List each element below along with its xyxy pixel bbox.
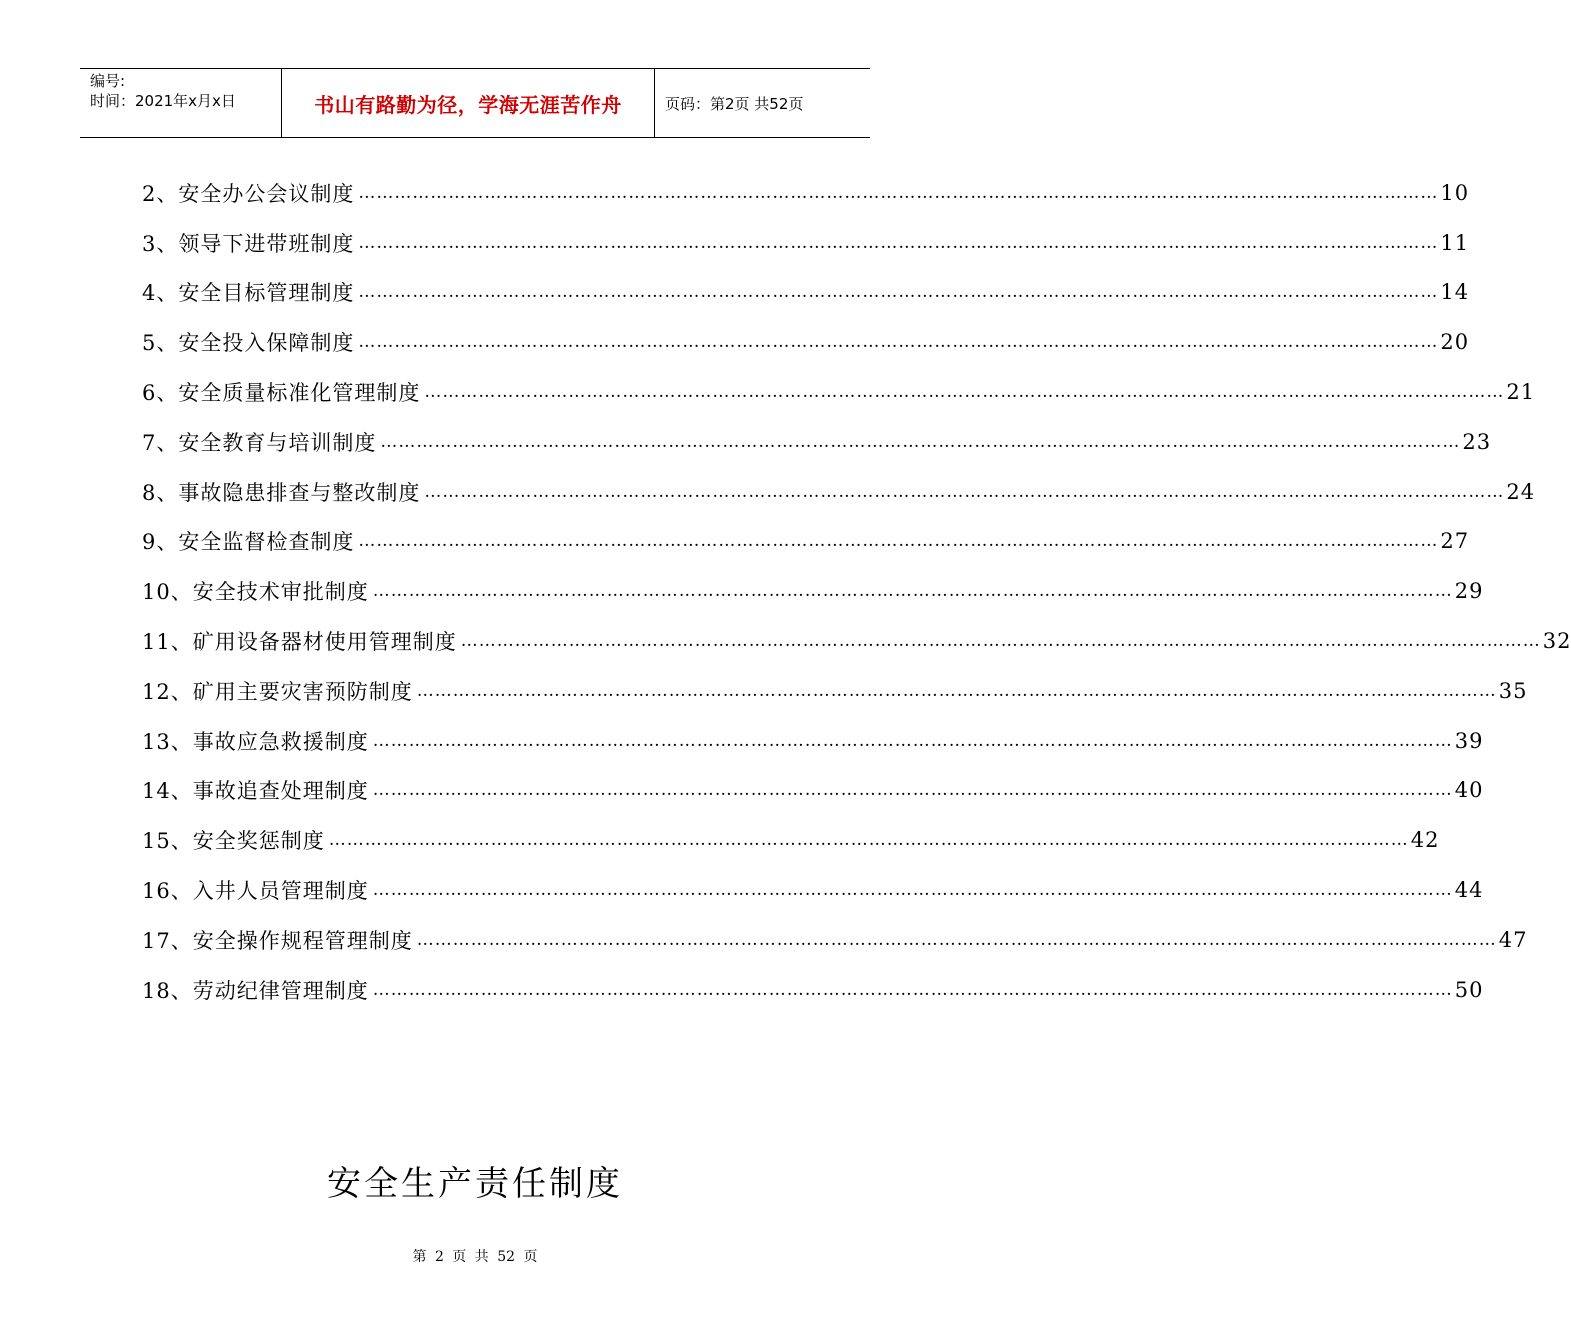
toc-entry-number: 7、	[142, 430, 179, 455]
toc-entry-title: 劳动纪律管理制度	[192, 978, 369, 1003]
toc-leader-dots: ………………………………………………………………………………………………………………………………………………………………	[380, 431, 1461, 452]
toc-leader-dots: ………………………………………………………………………………………………………………………………………………………………	[358, 531, 1439, 552]
toc-entry-title: 安全监督检查制度	[178, 530, 355, 555]
toc-entry-title: 安全办公会议制度	[178, 181, 355, 206]
toc-leader-dots: ………………………………………………………………………………………………………………………………………………………………	[372, 581, 1453, 602]
toc-entry-page: 23	[1462, 429, 1492, 454]
toc-entry-number: 6、	[142, 381, 179, 406]
header-motto: 书山有路勤为径，学海无涯苦作舟	[282, 69, 655, 137]
toc-leader-dots: ………………………………………………………………………………………………………………………………………………………………	[372, 780, 1453, 801]
toc-entry-title: 事故应急救援制度	[192, 729, 369, 754]
toc-entry-page: 40	[1454, 778, 1484, 803]
toc-entry-page: 24	[1506, 479, 1536, 504]
toc-entry-number: 2、	[142, 181, 179, 206]
toc-entry-number: 15、	[142, 829, 193, 854]
toc-leader-dots: ………………………………………………………………………………………………………………………………………………………………	[416, 929, 1497, 950]
toc-entry[interactable]	[142, 616, 1571, 666]
toc-entry[interactable]	[142, 766, 1484, 816]
toc-leader-dots: ………………………………………………………………………………………………………………………………………………………………	[372, 880, 1453, 901]
toc-entry[interactable]	[142, 716, 1484, 766]
toc-entry[interactable]	[142, 467, 1536, 517]
toc-entry[interactable]	[142, 865, 1484, 915]
toc-entry-number: 12、	[142, 679, 193, 704]
toc-entry-title: 安全技术审批制度	[192, 580, 369, 605]
toc-leader-dots: ………………………………………………………………………………………………………………………………………………………………	[328, 830, 1409, 851]
toc-entry[interactable]	[142, 168, 1470, 218]
toc-entry-number: 17、	[142, 928, 193, 953]
toc-entry-page: 39	[1454, 728, 1484, 753]
toc-entry-page: 50	[1454, 977, 1484, 1002]
toc-entry[interactable]	[142, 218, 1470, 268]
toc-entry-title: 事故隐患排查与整改制度	[178, 480, 421, 505]
toc-entry-title: 矿用设备器材使用管理制度	[192, 630, 457, 655]
toc-entry-number: 14、	[142, 779, 193, 804]
toc-entry[interactable]	[142, 268, 1470, 318]
toc-entry[interactable]	[142, 566, 1484, 616]
toc-entry-title: 安全操作规程管理制度	[192, 928, 413, 953]
toc-entry[interactable]	[142, 417, 1492, 467]
toc-entry-page: 32	[1542, 629, 1571, 654]
toc-leader-dots: ………………………………………………………………………………………………………………………………………………………………	[460, 631, 1541, 652]
toc-entry-number: 10、	[142, 580, 193, 605]
header-meta	[80, 69, 282, 137]
section-title: 安全生产责任制度	[327, 1164, 623, 1204]
toc-entry-number: 4、	[142, 281, 179, 306]
toc-entry[interactable]	[142, 965, 1484, 1015]
toc-entry-page: 10	[1440, 180, 1470, 205]
toc-entry[interactable]	[142, 915, 1528, 965]
page-header	[80, 68, 870, 138]
time-label: 时间：2021年x月x日	[90, 92, 236, 110]
toc-entry-number: 8、	[142, 480, 179, 505]
toc-entry-title: 安全目标管理制度	[178, 281, 355, 306]
toc-entry-title: 安全投入保障制度	[178, 331, 355, 356]
toc-entry-number: 16、	[142, 879, 193, 904]
toc-leader-dots: ………………………………………………………………………………………………………………………………………………………………	[424, 481, 1505, 502]
toc-entry-page: 11	[1440, 230, 1470, 255]
toc-entry-page: 47	[1498, 927, 1528, 952]
toc-entry[interactable]	[142, 367, 1536, 417]
toc-leader-dots: ………………………………………………………………………………………………………………………………………………………………	[416, 680, 1497, 701]
toc-entry[interactable]	[142, 517, 1470, 567]
toc-entry-page: 27	[1440, 529, 1470, 554]
toc-entry-page: 21	[1506, 380, 1536, 405]
toc-entry-title: 安全教育与培训制度	[178, 430, 377, 455]
toc-entry-title: 安全奖惩制度	[192, 829, 325, 854]
header-page-info: 页码：第2页 共52页	[665, 94, 804, 113]
toc-leader-dots: ………………………………………………………………………………………………………………………………………………………………	[372, 730, 1453, 751]
toc-entry-number: 18、	[142, 978, 193, 1003]
toc-entry[interactable]	[142, 666, 1528, 716]
toc-entry[interactable]	[142, 317, 1470, 367]
toc-entry-title: 安全质量标准化管理制度	[178, 381, 421, 406]
toc-entry-title: 入井人员管理制度	[192, 879, 369, 904]
toc-leader-dots: ………………………………………………………………………………………………………………………………………………………………	[358, 182, 1439, 203]
toc-entry-page: 35	[1498, 678, 1528, 703]
toc-entry-title: 矿用主要灾害预防制度	[192, 679, 413, 704]
toc-entry-page: 42	[1410, 828, 1440, 853]
toc-entry-number: 5、	[142, 331, 179, 356]
toc-entry-title: 事故追查处理制度	[192, 779, 369, 804]
toc-entry-page: 29	[1454, 579, 1484, 604]
toc-entry-page: 20	[1440, 330, 1470, 355]
toc-entry-number: 9、	[142, 530, 179, 555]
toc-leader-dots: ………………………………………………………………………………………………………………………………………………………………	[358, 282, 1439, 303]
page-footer: 第 2 页 共 52 页	[412, 1249, 538, 1265]
toc-entry[interactable]	[142, 815, 1440, 865]
toc-entry-page: 14	[1440, 280, 1470, 305]
toc-entry-number: 13、	[142, 729, 193, 754]
toc-entry-number: 3、	[142, 231, 179, 256]
number-label: 编号:	[90, 72, 126, 90]
toc-entry-number: 11、	[142, 630, 193, 655]
toc-leader-dots: ………………………………………………………………………………………………………………………………………………………………	[358, 332, 1439, 353]
toc-leader-dots: ………………………………………………………………………………………………………………………………………………………………	[424, 382, 1505, 403]
table-of-contents	[142, 168, 1571, 1015]
toc-leader-dots: ………………………………………………………………………………………………………………………………………………………………	[372, 979, 1453, 1000]
toc-entry-title: 领导下进带班制度	[178, 231, 355, 256]
toc-leader-dots: ………………………………………………………………………………………………………………………………………………………………	[358, 232, 1439, 253]
toc-entry-page: 44	[1454, 878, 1484, 903]
